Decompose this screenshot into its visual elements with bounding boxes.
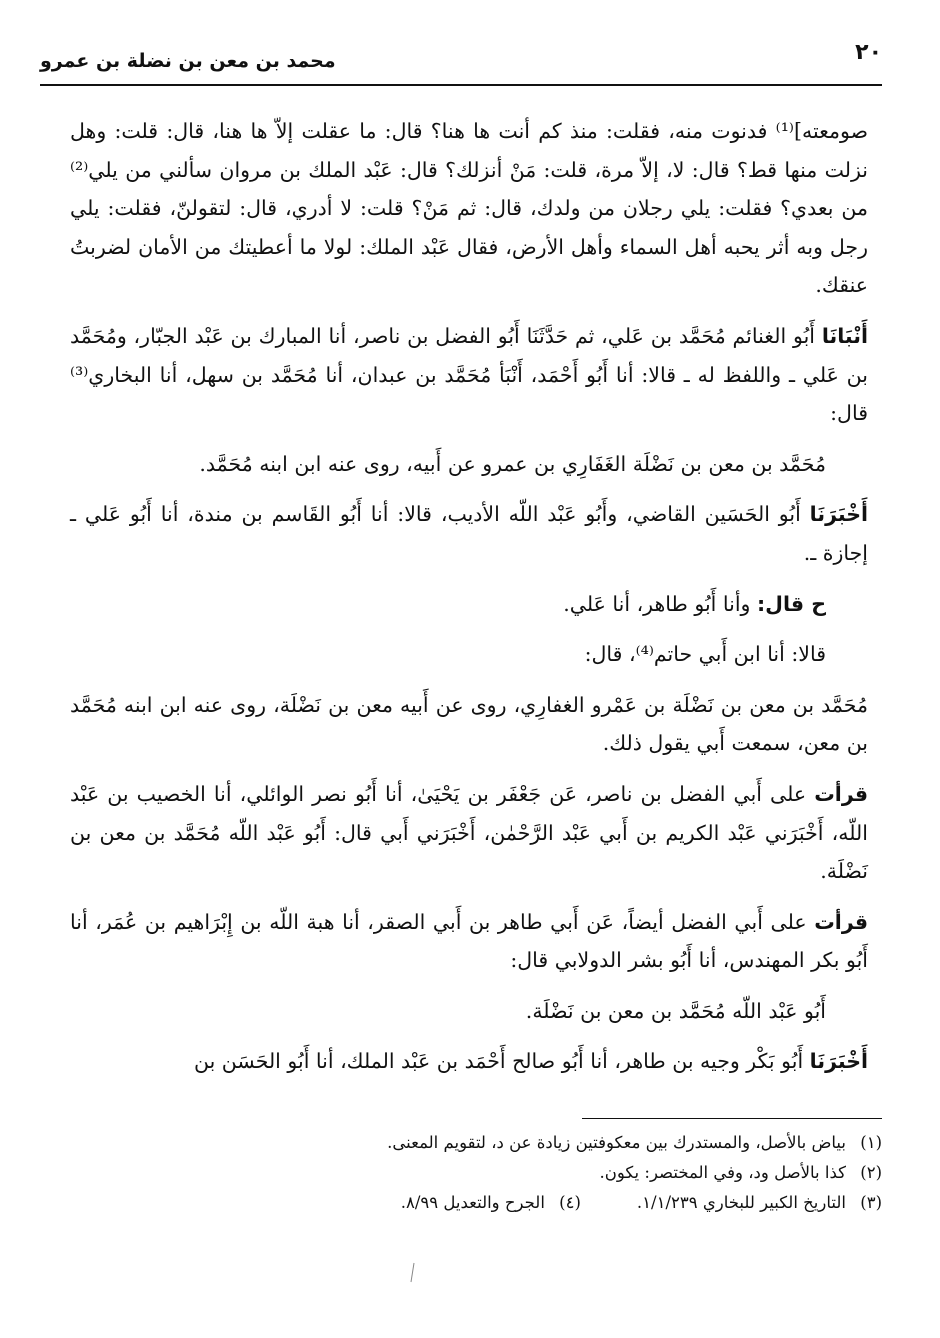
footnote-row <box>70 1188 882 1218</box>
paragraph-text: أَبُو عَبْد اللّه مُحَمَّد بن معن بن نَضْلَة. <box>525 998 826 1023</box>
isnad-lead: ح قال: <box>756 591 826 616</box>
footnote-text: التاريخ الكبير للبخاري ١/١/٢٣٩. <box>636 1193 846 1212</box>
footnote-number: (٢) <box>860 1163 882 1182</box>
paragraph <box>70 1042 868 1081</box>
paragraph <box>70 317 868 433</box>
paragraph <box>70 495 868 572</box>
paragraph-text: قالا: أنا ابن أَبي حاتم⁽⁴⁾، قال: <box>584 642 826 667</box>
paragraph <box>70 903 868 980</box>
paragraph-text: مُحَمَّد بن معن بن نَضْلَة الغَفَارِي بن عمرو عن أَبيه، روى عنه ابن ابنه مُحَمَّد. <box>199 451 826 476</box>
footnote-number: (١) <box>860 1133 882 1152</box>
isnad-lead: أَخْبَرَنَا <box>809 502 868 527</box>
paragraph-text: على أَبي الفضل بن ناصر، عَن جَعْفَر بن يَحْيَىٰ، أنا أَبُو نصر الوائلي، أنا الخصيب بن عَبْد اللّه، أَخْبَرَني عَبْد الكريم بن أَبي عَبْد الرَّحْمٰن، أَخْبَرَني أَبي قال: أَبُو عَبْد اللّه مُحَمَّد بن معن بن نَضْلَة. <box>70 781 868 884</box>
footnote-text: كذا بالأصل ود، وفي المختصر: يكون. <box>599 1163 846 1182</box>
paragraph-text: أَبُو الحَسَين القاضي، وأَبُو عَبْد اللّه الأديب، قالا: أنا أَبُو القَاسم بن مندة، أنا أَبُو عَلي ـ إجازة ـ. <box>70 502 868 565</box>
header-rule <box>40 84 882 86</box>
paragraph <box>70 992 868 1031</box>
paragraph-text: أَبُو بَكْر وجيه بن طاهر، أنا أَبُو صالح أَحْمَد بن عَبْد الملك، أنا أَبُو الحَسَن بن <box>193 1049 810 1074</box>
isnad-lead: أَخْبَرَنَا <box>809 1049 868 1074</box>
page-number: ٢٠ <box>855 40 882 65</box>
footnote <box>70 1128 882 1158</box>
footnote-number: (٤) <box>559 1193 581 1212</box>
footnote <box>70 1158 882 1188</box>
paragraph-text: صومعته]⁽¹⁾ فدنوت منه، فقلت: منذ كم أنت ها هنا؟ قال: ما عقلت إلاّ ها هنا، قال: قلت: وهل نزلت منها قط؟ قال: لا، إلاّ مرة، قلت: مَنْ أنزلك؟ قال: عَبْد الملك بن مروان سألني من يلي⁽²⁾ من بعدي؟ فقلت: يلي رجلان من ولدك، قال: ثم مَنْ؟ قلت: لا أدري، قال: لتقولنّ، فقلت: يلي رجل وبه أثر يحبه أهل السماء وأهل الأرض، فقال عَبْد الملك: لولا ما أعطيتك من الأمان لضربتُ عنقك. <box>70 119 868 298</box>
isnad-lead: أَنْبَانَا <box>821 323 868 348</box>
paragraph <box>70 445 868 484</box>
footnote-number: (٣) <box>860 1193 882 1212</box>
paragraph <box>70 585 868 624</box>
paragraph <box>70 686 868 763</box>
paragraph-text: مُحَمَّد بن معن بن نَضْلَة بن عَمْرو الغفارِي، روى عن أَبيه معن بن نَضْلَة، روى عنه ابن ابنه مُحَمَّد بن معن، سمعت أَبي يقول ذلك. <box>70 692 868 756</box>
page-header <box>40 36 882 78</box>
footnote-text: الجرح والتعديل ٨/٩٩. <box>400 1193 545 1212</box>
footnote-rule <box>582 1118 882 1119</box>
paragraph-text: وأنا أَبُو طاهر، أنا عَلي. <box>563 591 757 616</box>
paragraph <box>70 112 868 305</box>
footnote <box>401 1188 581 1218</box>
footnote-text: بياض بالأصل، والمستدرك بين معكوفتين زيادة عن د، لتقويم المعنى. <box>387 1133 846 1152</box>
footnote <box>637 1188 882 1218</box>
paragraph <box>70 775 868 891</box>
isnad-lead: قرأت <box>814 781 868 806</box>
isnad-lead: قرأت <box>814 909 868 934</box>
paragraph <box>70 635 868 674</box>
footnotes <box>70 1128 882 1218</box>
pencil-mark <box>408 1262 416 1284</box>
paragraph-text: أَبُو الغنائم مُحَمَّد بن عَلي، ثم حَدَّثَنَا أَبُو الفضل بن ناصر، أنا المبارك بن عَبْد الجبّار، ومُحَمَّد بن عَلي ـ واللفظ له ـ قالا: أنا أَبُو أَحْمَد، أَنْبَأ مُحَمَّد بن عبدان، أنا مُحَمَّد بن سهل، أنا البخاري⁽³⁾ قال: <box>70 323 868 426</box>
main-text <box>70 112 868 1093</box>
paragraph-text: على أَبي الفضل أيضاً، عَن أَبي طاهر بن أَبي الصقر، أنا هبة اللّه بن إِبْرَاهيم بن عُمَر، أنا أَبُو بكر المهندس، أنا أَبُو بشر الدولابي قال: <box>70 909 868 973</box>
running-title: محمد بن معن بن نضلة بن عمرو <box>40 50 336 72</box>
